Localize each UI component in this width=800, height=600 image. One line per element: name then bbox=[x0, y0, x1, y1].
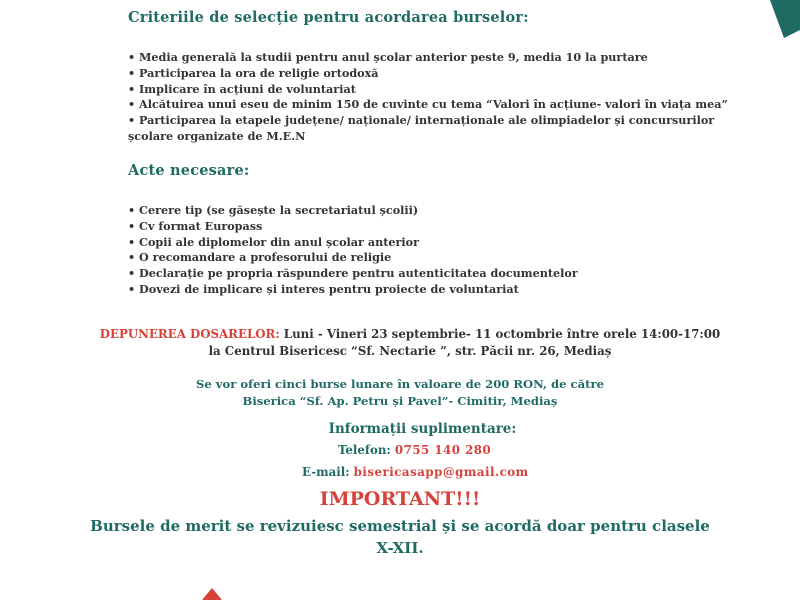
criteria-title: Criteriile de selecție pentru acordarea burselor: bbox=[128, 9, 529, 26]
criteria-list bbox=[128, 50, 728, 145]
list-item: • Dovezi de implicare și interes pentru proiecte de voluntariat bbox=[128, 282, 578, 298]
offer-line: Biserica “Sf. Ap. Petru și Pavel”- Cimitir, Mediaș bbox=[242, 394, 558, 408]
email-link[interactable]: bisericasapp@gmail.com bbox=[353, 465, 529, 479]
list-item: • O recomandare a profesorului de religie bbox=[128, 250, 578, 266]
info-title: Informații suplimentare: bbox=[328, 421, 517, 437]
email-line bbox=[302, 465, 529, 479]
scholarship-offer bbox=[0, 376, 800, 410]
list-item-line: școlare organizate de M.E.N bbox=[128, 128, 306, 143]
phone-label: Telefon: bbox=[338, 443, 395, 457]
corner-decoration bbox=[200, 586, 224, 600]
corner-decoration bbox=[720, 0, 800, 40]
note-line: Bursele de merit se revizuiesc semestrial și se acordă doar pentru clasele bbox=[90, 517, 710, 535]
list-item: • Cerere tip (se găsește la secretariatul școlii) bbox=[128, 203, 578, 219]
phone-number[interactable]: 0755 140 280 bbox=[394, 443, 492, 457]
list-item: • Declarație pe propria răspundere pentru autenticitatea documentelor bbox=[128, 266, 578, 282]
documents-title: Acte necesare: bbox=[128, 162, 250, 179]
documents-list bbox=[128, 203, 578, 298]
list-item: • Alcătuirea unui eseu de minim 150 de cuvinte cu tema “Valori în acțiune- valori în viața mea” bbox=[128, 97, 728, 113]
submission-location: la Centrul Bisericesc “Sf. Nectarie ”, str. Păcii nr. 26, Mediaș bbox=[208, 344, 612, 358]
offer-line: Se vor oferi cinci burse lunare în valoare de 200 RON, de către bbox=[196, 377, 604, 391]
submission-schedule: Luni - Vineri 23 septembrie- 11 octombrie între orele 14:00-17:00 bbox=[279, 327, 721, 341]
list-item bbox=[128, 113, 728, 145]
important-heading: IMPORTANT!!! bbox=[319, 488, 481, 510]
list-item: • Implicare în acțiuni de voluntariat bbox=[128, 82, 728, 98]
email-label: E-mail: bbox=[302, 465, 354, 479]
list-item: • Media generală la studii pentru anul școlar anterior peste 9, media 10 la purtare bbox=[128, 50, 728, 66]
list-item: • Participarea la ora de religie ortodoxă bbox=[128, 66, 728, 82]
submission-label: DEPUNEREA DOSARELOR: bbox=[99, 327, 280, 341]
phone-line bbox=[338, 443, 491, 457]
note-line: X-XII. bbox=[376, 539, 424, 557]
important-note bbox=[20, 515, 780, 559]
list-item: • Copii ale diplomelor din anul școlar anterior bbox=[128, 235, 578, 251]
submission-info bbox=[40, 326, 780, 360]
list-item: • Cv format Europass bbox=[128, 219, 578, 235]
list-item-line: Participarea la etapele județene/ naționale/ internaționale ale olimpiadelor și concursurilor bbox=[139, 113, 715, 128]
